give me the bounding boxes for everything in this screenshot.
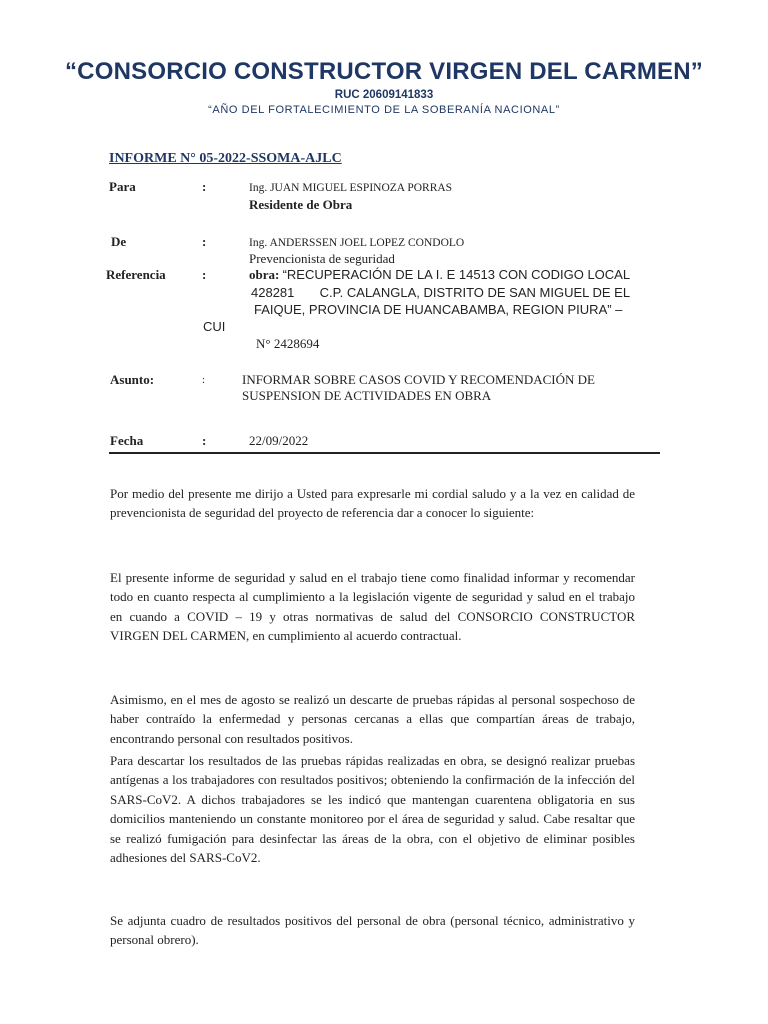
- referencia-separator: :: [202, 267, 207, 282]
- de-separator: :: [202, 234, 207, 249]
- referencia-text-1: “RECUPERACIÓN DE LA I. E 14513 CON CODIGO LOCAL: [282, 267, 631, 282]
- referencia-prefix: obra:: [249, 267, 280, 282]
- para-role: Residente de Obra: [249, 197, 353, 212]
- company-title: “CONSORCIO CONSTRUCTOR VIRGEN DEL CARMEN”: [64, 58, 703, 85]
- report-number: INFORME N° 05-2022-SSOMA-AJLC: [109, 151, 342, 166]
- body-paragraph-1: Por medio del presente me dirijo a Usted para expresarle mi cordial saludo y a la vez en calidad de prevencionista de seguridad del proyecto de referencia dar a conocer lo siguiente:: [110, 486, 635, 521]
- para-separator: :: [202, 179, 207, 194]
- referencia-line-3: FAIQUE, PROVINCIA DE HUANCABAMBA, REGION PIURA” –: [254, 302, 623, 317]
- referencia-cui: N° 2428694: [256, 336, 320, 351]
- referencia-label: Referencia: [106, 267, 166, 282]
- asunto-line-2: SUSPENSION DE ACTIVIDADES EN OBRA: [242, 388, 492, 403]
- fecha-label: Fecha: [110, 433, 144, 448]
- body-paragraph-4: Para descartar los resultados de las pruebas rápidas realizadas en obra, se designó realizar pruebas antígenas a los trabajadores con resultados positivos; obteniendo la confirmación de la infección del SARS-CoV2. A dichos trabajadores se les indicó que mantengan cuarentena obligatoria en sus domicilios manteniendo un constante monitoreo por el área de seguridad y salud. Cabe resaltar que se realizó fumigación para desinfectar las áreas de la obra, con el objetivo de eliminar posibles adhesiones del SARS-CoV2.: [110, 753, 635, 866]
- para-name-text: Ing. JUAN MIGUEL ESPINOZA PORRAS: [249, 182, 453, 194]
- referencia-line-2: 428281 C.P. CALANGLA, DISTRITO DE SAN MIGUEL DE EL: [251, 285, 631, 300]
- ruc-number: RUC 20609141833: [334, 89, 434, 101]
- header-divider: [109, 452, 660, 454]
- body-paragraph-3: Asimismo, en el mes de agosto se realizó un descarte de pruebas rápidas al personal sospechoso de haber contraído la enfermedad y personas cercanas a ellas que compartían áreas de trabajo, encontrando personal con resultados positivos.: [110, 692, 635, 746]
- asunto-line-1: INFORMAR SOBRE CASOS COVID Y RECOMENDACIÓN DE: [242, 372, 595, 387]
- fecha-value: 22/09/2022: [249, 433, 309, 448]
- body-paragraph-2: El presente informe de seguridad y salud en el trabajo tiene como finalidad informar y recomendar todo en cuanto respecta al cumplimiento a la legislación vigente de seguridad y salud en el trabajo en cuando a COVID – 19 y otras normativas de salud del CONSORCIO CONSTRUCTOR VIRGEN DEL CARMEN, en cumplimiento al acuerdo contractual.: [110, 570, 635, 644]
- referencia-line-1: [249, 267, 630, 283]
- de-label: De: [111, 234, 127, 249]
- para-name: [249, 179, 452, 196]
- referencia-line-4: CUI: [203, 319, 226, 334]
- para-label: Para: [109, 179, 136, 194]
- de-role: Prevencionista de seguridad: [249, 251, 395, 266]
- body-paragraph-5: Se adjunta cuadro de resultados positivos del personal de obra (personal técnico, administrativo y personal obrero).: [110, 913, 635, 948]
- fecha-separator: :: [202, 433, 207, 448]
- asunto-separator: :: [202, 374, 206, 386]
- year-motto: “AÑO DEL FORTALECIMIENTO DE LA SOBERANÍA NACIONAL”: [208, 104, 560, 116]
- de-name-text: Ing. ANDERSSEN JOEL LOPEZ CONDOLO: [249, 237, 465, 249]
- de-name: [249, 234, 464, 251]
- asunto-label: Asunto:: [110, 372, 155, 387]
